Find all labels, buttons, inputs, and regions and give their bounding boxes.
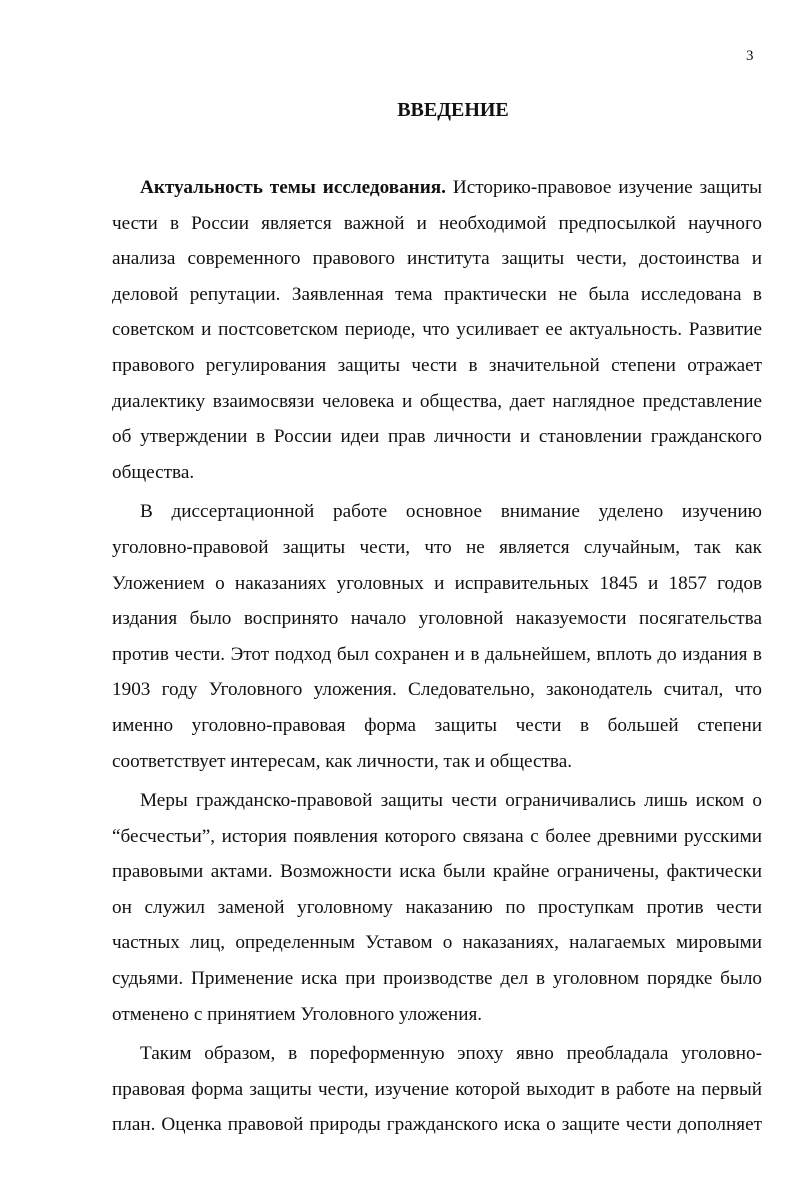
section-title: ВВЕДЕНИЕ xyxy=(397,99,509,121)
page-number: 3 xyxy=(746,48,754,64)
text-line: В диссертационной работе основное внимание уделено изучению xyxy=(140,501,762,523)
text-line: “бесчестьи”, история появления которого связана с более древними русскими xyxy=(112,825,762,847)
text-line: именно уголовно-правовая форма защиты чести в большей степени xyxy=(112,714,762,736)
text-line: диалектику взаимосвязи человека и общества, дает наглядное представление xyxy=(112,390,762,412)
text-line: 1903 году Уголовного уложения. Следовательно, законодатель считал, что xyxy=(112,679,762,701)
text-line: Уложением о наказаниях уголовных и исправительных 1845 и 1857 годов xyxy=(112,572,762,594)
lead-heading: Актуальность темы исследования. xyxy=(140,177,446,198)
document-body xyxy=(112,170,762,1147)
text-line: уголовно-правовой защиты чести, что не является случайным, так как xyxy=(112,536,762,558)
text-line: деловой репутации. Заявленная тема практически не была исследована в xyxy=(112,283,762,305)
text-line: правовыми актами. Возможности иска были крайне ограничены, фактически xyxy=(112,861,762,883)
text-line: он служил заменой уголовному наказанию по проступкам против чести xyxy=(112,896,762,918)
text-line: частных лиц, определенным Уставом о наказаниях, налагаемых мировыми xyxy=(112,932,762,954)
text-line: анализа современного правового института защиты чести, достоинства и xyxy=(112,248,762,270)
text-line: чести в России является важной и необходимой предпосылкой научного xyxy=(112,212,762,234)
lead-text: Историко-правовое изучение защиты xyxy=(445,177,762,198)
text-line: Меры гражданско-правовой защиты чести ограничивались лишь иском о xyxy=(140,790,762,812)
text-line: судьями. Применение иска при производстве дел в уголовном порядке было xyxy=(112,968,762,990)
text-line: против чести. Этот подход был сохранен и в дальнейшем, вплоть до издания в xyxy=(112,643,762,665)
text-line: общества. xyxy=(112,461,195,483)
text-line xyxy=(112,170,762,206)
text-line: Таким образом, в пореформенную эпоху явно преобладала уголовно- xyxy=(140,1043,762,1065)
text-line: соответствует интересам, как личности, так и общества. xyxy=(112,750,573,772)
paragraph xyxy=(112,170,762,490)
text-line: правового регулирования защиты чести в значительной степени отражает xyxy=(112,354,762,376)
text-line: об утверждении в России идеи прав личности и становлении гражданского xyxy=(112,426,762,448)
text-line: правовая форма защиты чести, изучение которой выходит в работе на первый xyxy=(112,1078,762,1100)
text-line: план. Оценка правовой природы гражданского иска о защите чести дополняет xyxy=(112,1114,762,1136)
paragraph xyxy=(112,783,762,1032)
paragraph xyxy=(112,1036,762,1143)
text-line: советском и постсоветском периоде, что усиливает ее актуальность. Развитие xyxy=(112,319,762,341)
text-line: издания было воспринято начало уголовной наказуемости посягательства xyxy=(112,608,762,630)
paragraph xyxy=(112,494,762,779)
text-line: отменено с принятием Уголовного уложения. xyxy=(112,1003,483,1025)
